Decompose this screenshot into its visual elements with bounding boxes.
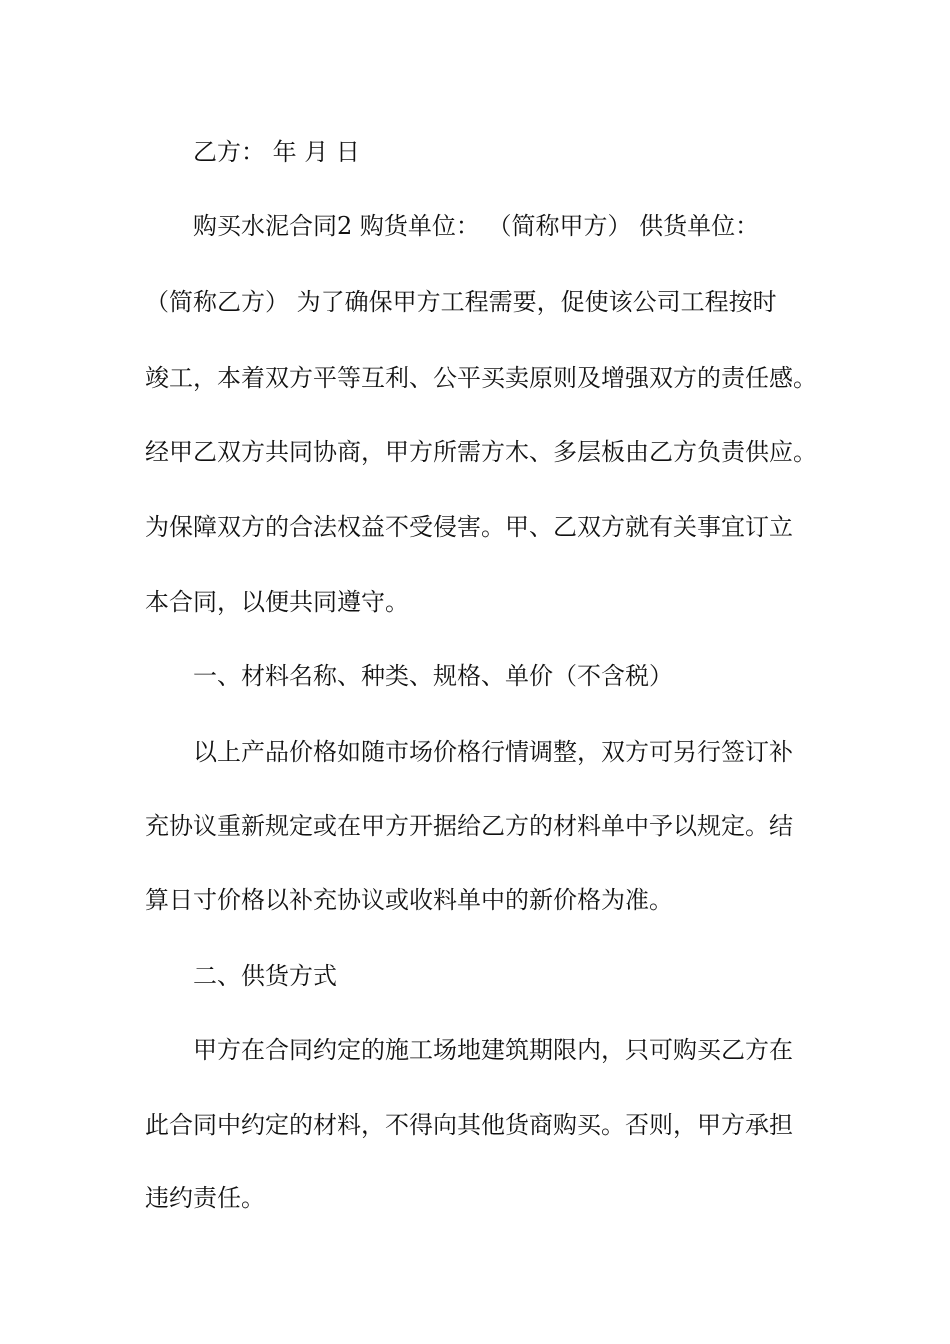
paragraph-line: 以上产品价格如随市场价格行情调整，双方可另行签订补 [193, 738, 793, 766]
section-heading-1: 一、材料名称、种类、规格、单价（不含税） [193, 662, 673, 690]
section-heading-2: 二、供货方式 [193, 962, 337, 990]
paragraph-line: 竣工，本着双方平等互利、公平买卖原则及增强双方的责任感。 [145, 364, 817, 392]
paragraph-line: 为保障双方的合法权益不受侵害。甲、乙双方就有关事宜订立 [145, 513, 793, 541]
paragraph-line: 本合同，以便共同遵守。 [145, 588, 409, 616]
paragraph-line: 充协议重新规定或在甲方开据给乙方的材料单中予以规定。结 [145, 812, 793, 840]
paragraph-line: （简称乙方） 为了确保甲方工程需要，促使该公司工程按时 [145, 288, 777, 316]
paragraph-line: 此合同中约定的材料，不得向其他货商购买。否则，甲方承担 [145, 1111, 793, 1139]
paragraph-line: 经甲乙双方共同协商，甲方所需方木、多层板由乙方负责供应。 [145, 438, 817, 466]
contract-title-line: 购买水泥合同2 购货单位： （简称甲方） 供货单位： [193, 212, 760, 240]
paragraph-line: 算日寸价格以补充协议或收料单中的新价格为准。 [145, 886, 673, 914]
signature-date-line: 乙方： 年 月 日 [193, 138, 360, 166]
paragraph-line: 甲方在合同约定的施工场地建筑期限内，只可购买乙方在 [193, 1036, 793, 1064]
paragraph-line: 违约责任。 [145, 1184, 265, 1212]
